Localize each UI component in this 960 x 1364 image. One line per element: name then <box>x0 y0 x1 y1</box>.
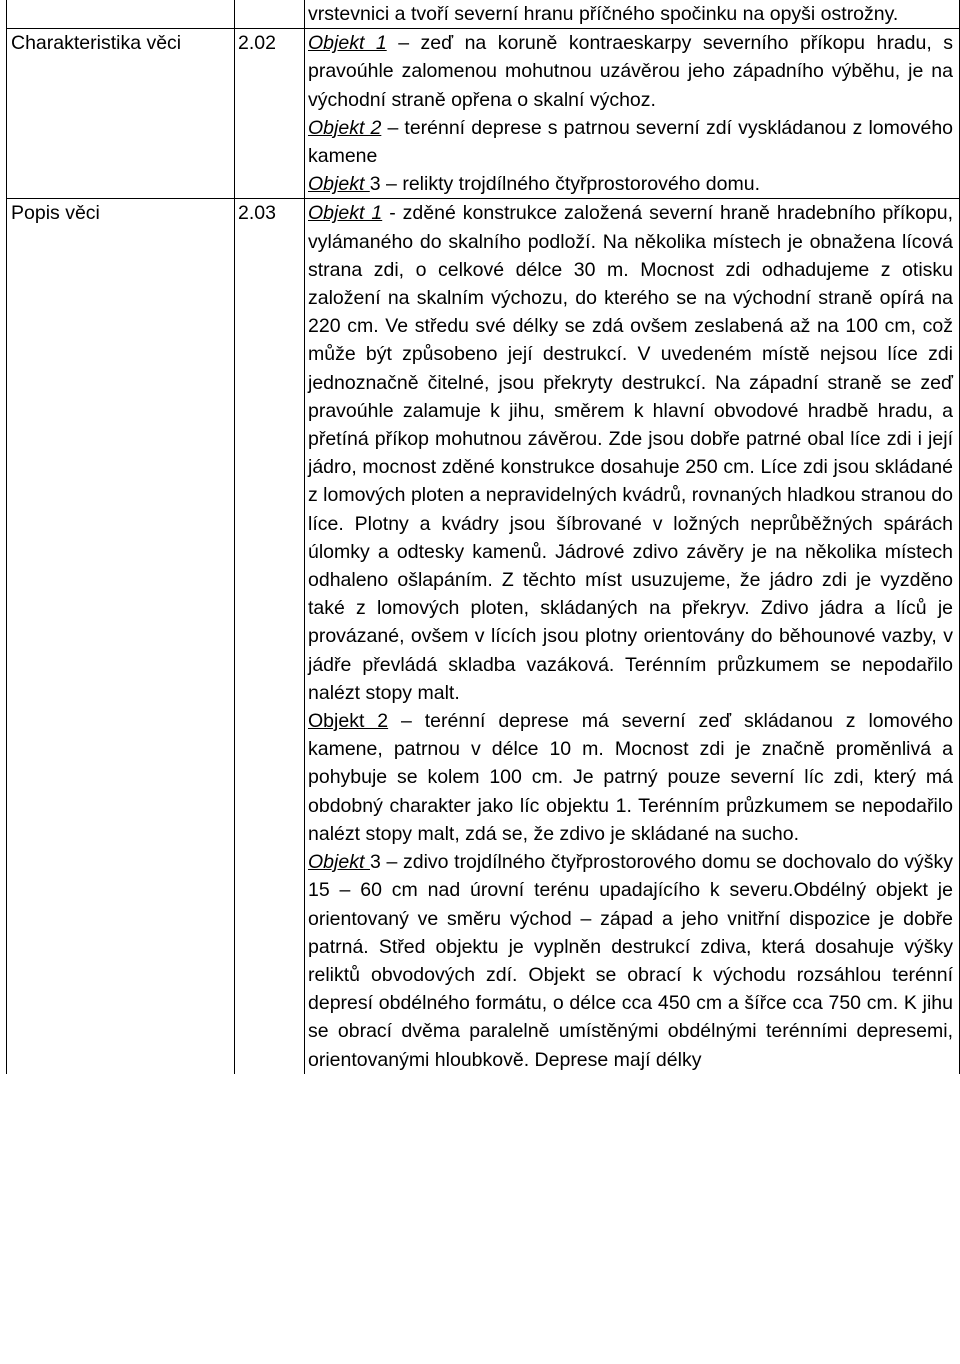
characteristics-label: Charakteristika věci <box>7 29 235 199</box>
description-content <box>305 199 960 1074</box>
description-object-1 <box>308 199 953 707</box>
continuation-text: vrstevnici a tvoří severní hranu příčného spočinku na opyši ostrožny. <box>308 3 899 25</box>
object-1-text: - zděné konstrukce založená severní hraně hradebního příkopu, vylámaného do skalního podloží. Na několika místech je obnažena lícová strana zdi, o celkové délce 30 m. Mocnost zdi odhadujeme z otisku založení na skalním výchozu, do kterého se na východní straně opírá na 220 cm. Ve středu své délky se zdá ovšem zeslabená až na 100 cm, což může být způsobeno její destrukcí. V uvedeném místě nejsou líce zdi jednoznačně čitelné, jsou překryty destrukcí. Na západní straně se zeď pravoúhle zalamuje k jihu, směrem k hlavní obvodové hradbě hradu, a přetíná příkop mohutnou závěrou. Zde jsou dobře patrné obal líce zdi i její jádro, mocnost zděné konstrukce dosahuje 250 cm. Líce zdi jsou skládané z lomových ploten a nepravidelných kvádrů, rovnaných hladkou stranou do líce. Plotny a kvádry jsou šíbrované v ložných neprůběžných spárách úlomky a odtesky kamenů. Jádrové zdivo závěry je na několika místech odhaleno ošlapáním. Z těchto míst usuzujeme, že jádro zdi je vyzděno také z lomových ploten, skládaných na překryv. Zdivo jádra a líců je provázané, ovšem v lících jsou plotny orientovány do běhounové vazby, v jádře převládá skladba vazáková. Terénním průzkumem se nepodařilo nalézt stopy malt. <box>308 202 954 704</box>
description-object-2 <box>308 707 953 848</box>
object-2-text: – terénní deprese má severní zeď skládanou z lomového kamene, patrnou v délce 10 m. Mocnost zdi je značně proměnlivá a pohybuje se kolem 100 cm. Je patrný pouze severní líc zdi, který má obdobný charakter jako líc objektu 1. Terénním průzkumem se nepodařilo nalézt stopy malt, zdá se, že zdivo je skládané na sucho. <box>308 710 954 845</box>
table-row-characteristics <box>7 29 960 199</box>
table-row-continuation <box>7 0 960 29</box>
object-3-label: Objekt <box>308 851 370 874</box>
table-row-description <box>7 199 960 1074</box>
object-2-text: – terénní deprese s patrnou severní zdí vyskládanou z lomového kamene <box>308 116 954 168</box>
object-2-label: Objekt 2 <box>308 710 389 733</box>
object-2-label: Objekt 2 <box>308 116 382 139</box>
object-3-label: Objekt <box>308 173 370 196</box>
object-3-text: – relikty trojdílného čtyřprostorového domu. <box>380 173 760 196</box>
document-table <box>6 0 960 1074</box>
description-object-3 <box>308 848 953 1074</box>
label-cell-empty <box>7 0 235 29</box>
object-3-text: – zdivo trojdílného čtyřprostorového domu se dochovalo do výšky 15 – 60 cm nad úrovní terénu upadajícího k severu.Obdélný objekt je orientovaný ve směru východ – západ a jeho vnitřní dispozice je dobře patrná. Střed objektu je vyplněn destrukcí zdiva, která dosahuje výšky reliktů obvodových zdí. Objekt se obrací k východu rozsáhlou terénní depresí obdélného formátu, o délce cca 450 cm a šířce cca 750 cm. K jihu se obrací dvěma paralelně umístěnými obdélnými terénními depresemi, orientovanými hloubkově. Deprese mají délky <box>308 851 953 1071</box>
object-3-number: 3 <box>370 851 381 874</box>
number-cell-empty <box>235 0 305 29</box>
object-1-label: Objekt 1 <box>308 32 387 55</box>
characteristics-content <box>305 29 960 199</box>
characteristics-object-3 <box>308 170 953 198</box>
characteristics-object-1 <box>308 29 953 114</box>
object-1-text: – zeď na koruně kontraeskarpy severního příkopu hradu, s pravoúhle zalomenou mohutnou uzávěrou jeho západního výběhu, je na východní straně opřena o skalní výchoz. <box>308 32 954 111</box>
object-1-label: Objekt 1 <box>308 202 383 225</box>
content-cell-continuation <box>305 0 960 29</box>
characteristics-number: 2.02 <box>235 29 305 199</box>
description-number: 2.03 <box>235 199 305 1074</box>
characteristics-object-2 <box>308 114 953 170</box>
description-label: Popis věci <box>7 199 235 1074</box>
object-3-number: 3 <box>369 173 381 196</box>
